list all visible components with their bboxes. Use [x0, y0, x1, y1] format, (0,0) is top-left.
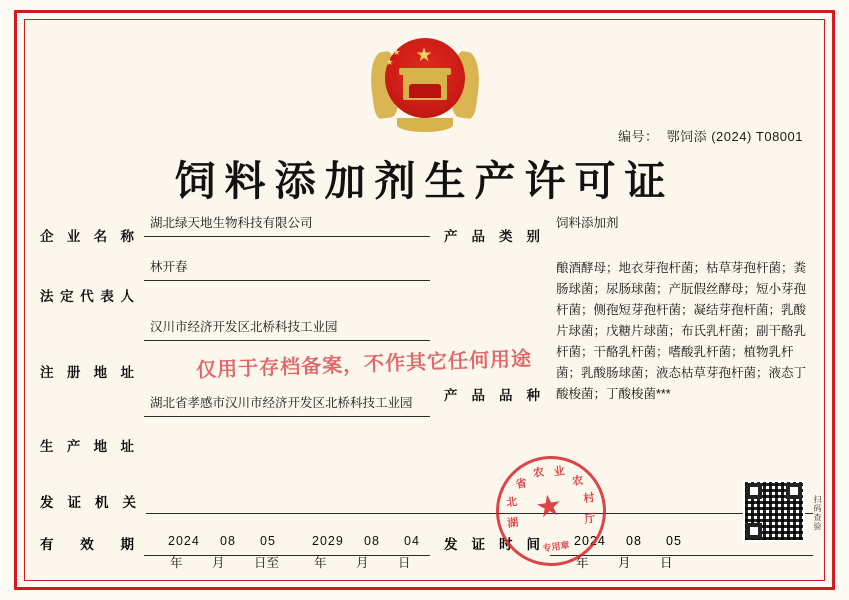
qr-side-text: 扫码查验: [813, 495, 822, 531]
seal-char-3: 省: [514, 477, 528, 491]
archival-watermark-note: 仅用于存档备案，不作其它任何用途: [195, 348, 533, 382]
official-seal-icon: [489, 449, 613, 573]
seal-bottom-text: 专用章: [541, 539, 571, 554]
validity-unit-day-to: 日至: [254, 556, 280, 570]
validity-start-year: 2024: [168, 534, 200, 548]
field-company-name-label: 企业名称: [40, 229, 134, 244]
seal-char-1: 湖: [506, 516, 520, 531]
field-product-varieties-value: 酿酒酵母；地衣芽孢杆菌；枯草芽孢杆菌；粪肠球菌；尿肠球菌；产朊假丝酵母；短小芽孢杆菌；侧孢短芽孢杆菌；凝结芽孢杆菌；乳酸片球菌；戊糖片球菌；布氏乳杆菌；副干酪乳杆菌；干酪乳杆菌；嗜酸乳杆菌；植物乳杆菌；乳酸肠球菌；液态枯草芽孢杆菌；液态丁酸梭菌；丁酸梭菌***: [556, 261, 807, 401]
field-issuing-authority-label: 发证机关: [40, 495, 136, 510]
validity-unit-year: 年: [170, 556, 183, 570]
emblem-star-2: ★: [385, 57, 394, 67]
validity-unit-year-2: 年: [314, 556, 327, 570]
seal-char-8: 厅: [583, 512, 597, 527]
field-product-category-value: 饲料添加剂: [556, 216, 619, 230]
issue-date-day: 05: [666, 534, 682, 548]
certificate-form: [40, 214, 813, 570]
form-right-column: [444, 214, 813, 417]
issue-unit-day: 日: [660, 556, 673, 570]
validity-unit-day-2: 日: [398, 556, 411, 570]
field-validity-label: 有 效 期: [40, 537, 134, 552]
qr-finder-bottom-left: [746, 523, 762, 539]
field-issuing-authority: [40, 491, 813, 514]
validity-unit-month: 月: [212, 556, 225, 570]
qr-code-icon[interactable]: [743, 480, 805, 542]
field-validity-period: [40, 512, 430, 570]
form-left-column: [40, 214, 430, 468]
field-company-name-value: 湖北绿天地生物科技有限公司: [144, 214, 430, 237]
validity-start-day: 05: [260, 534, 276, 548]
seal-char-4: 农: [532, 466, 545, 480]
field-company-name: [40, 214, 430, 248]
validity-start-month: 08: [220, 534, 236, 548]
seal-char-5: 业: [553, 465, 566, 479]
emblem-ribbon: [397, 118, 453, 132]
field-legal-representative-value: 林开春: [144, 258, 430, 281]
field-production-address: [40, 394, 430, 458]
emblem-star-big: ★: [415, 45, 433, 66]
page-title: 饲料添加剂生产许可证: [174, 157, 675, 205]
seal-star-icon: ★: [533, 488, 565, 525]
certificate-number: [618, 126, 803, 145]
field-product-category: [444, 214, 813, 248]
field-registered-address-label: 注册地址: [40, 365, 134, 380]
seal-char-2: 北: [505, 495, 519, 510]
field-production-address-value: 湖北省孝感市汉川市经济开发区北桥科技工业园: [144, 394, 430, 417]
field-product-category-label: 产品类别: [444, 229, 540, 244]
field-issue-date-label: 发证时间: [444, 537, 540, 552]
validity-end-day: 04: [404, 534, 420, 548]
field-issuing-authority-value: [146, 491, 813, 514]
field-legal-representative: [40, 258, 430, 308]
national-emblem-icon: [371, 36, 479, 134]
seal-char-6: 农: [571, 474, 585, 488]
issue-date-year: 2024: [574, 534, 606, 548]
validity-unit-month-2: 月: [356, 556, 369, 570]
issue-date-month: 08: [626, 534, 642, 548]
seal-char-7: 村: [582, 491, 596, 506]
field-legal-representative-label: 法定代表人: [40, 289, 134, 304]
certificate-number-label: 编号：: [617, 129, 659, 144]
field-product-varieties-label: 产品品种: [444, 388, 540, 403]
field-production-address-label: 生产地址: [40, 439, 134, 454]
validity-end-month: 08: [364, 534, 380, 548]
emblem-tiananmen: [403, 74, 447, 100]
field-registered-address-value: 汉川市经济开发区北桥科技工业园: [144, 318, 430, 341]
issue-unit-year: 年: [576, 556, 589, 570]
issue-unit-month: 月: [618, 556, 631, 570]
emblem-star-1: ★: [392, 47, 401, 57]
field-product-varieties: [444, 258, 813, 407]
certificate-number-value: 鄂饲添 (2024) T08001: [666, 129, 803, 144]
validity-end-year: 2029: [312, 534, 344, 548]
